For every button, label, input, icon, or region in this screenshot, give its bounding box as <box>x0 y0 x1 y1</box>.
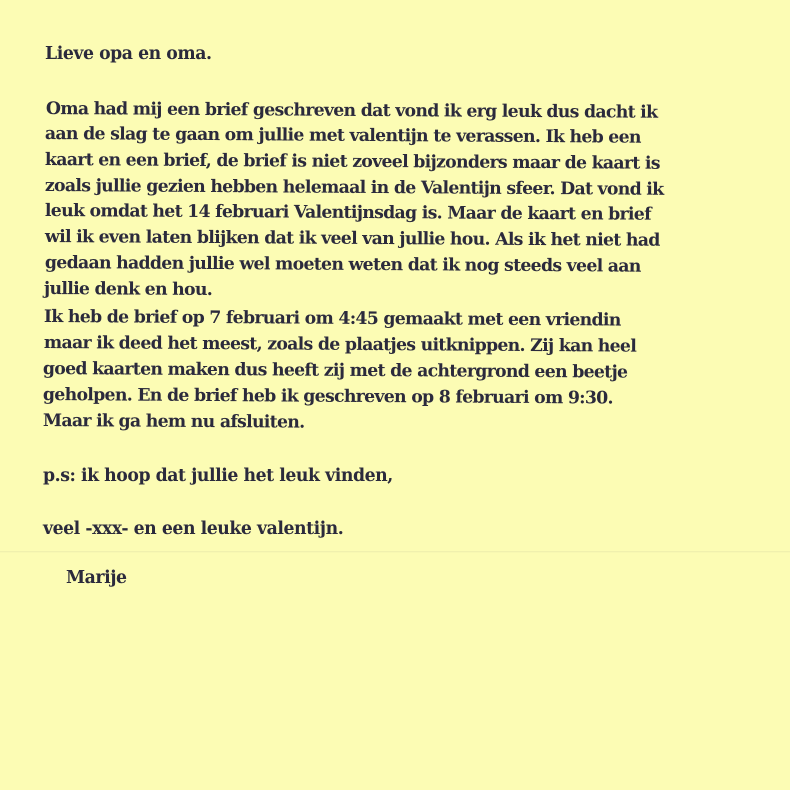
body-line-13: Maar ik ga hem nu afsluiten. <box>42 411 305 433</box>
letter-greeting: Lieve opa en oma. <box>45 44 212 64</box>
body-line-6: wil ik even laten blijken dat ik veel van jullie hou. Als ik het niet had <box>44 227 660 251</box>
body-line-5: leuk omdat het 14 februari Valentijnsdag is. Maar de kaart en brief <box>44 201 651 225</box>
body-line-9: Ik heb de brief op 7 februari om 4:45 gemaakt met een vriendin <box>43 307 621 331</box>
body-line-4: zoals jullie gezien hebben helemaal in de Valentijn sfeer. Dat vond ik <box>44 176 664 200</box>
body-line-1: Oma had mij een brief geschreven dat vond ik erg leuk dus dacht ik <box>45 99 658 123</box>
letter-postscript: p.s: ik hoop dat jullie het leuk vinden, <box>43 466 393 486</box>
body-line-8: jullie denk en hou. <box>43 279 213 301</box>
paper-fold-line <box>0 551 790 553</box>
body-line-3: kaart en een brief, de brief is niet zoveel bijzonders maar de kaart is <box>44 150 660 174</box>
body-line-2: aan de slag te gaan om jullie met valentijn te verassen. Ik heb een <box>44 124 641 148</box>
body-line-10: maar ik deed het meest, zoals de plaatjes uitknippen. Zij kan heel <box>43 333 637 357</box>
body-line-7: gedaan hadden jullie wel moeten weten dat ik nog steeds veel aan <box>44 253 641 277</box>
letter-signature: Marije <box>66 568 127 588</box>
letter-closing: veel -xxx- en een leuke valentijn. <box>43 519 344 539</box>
body-line-12: geholpen. En de brief heb ik geschreven op 8 februari om 9:30. <box>42 385 613 409</box>
body-line-11: goed kaarten maken dus heeft zij met de achtergrond een beetje <box>42 359 628 383</box>
